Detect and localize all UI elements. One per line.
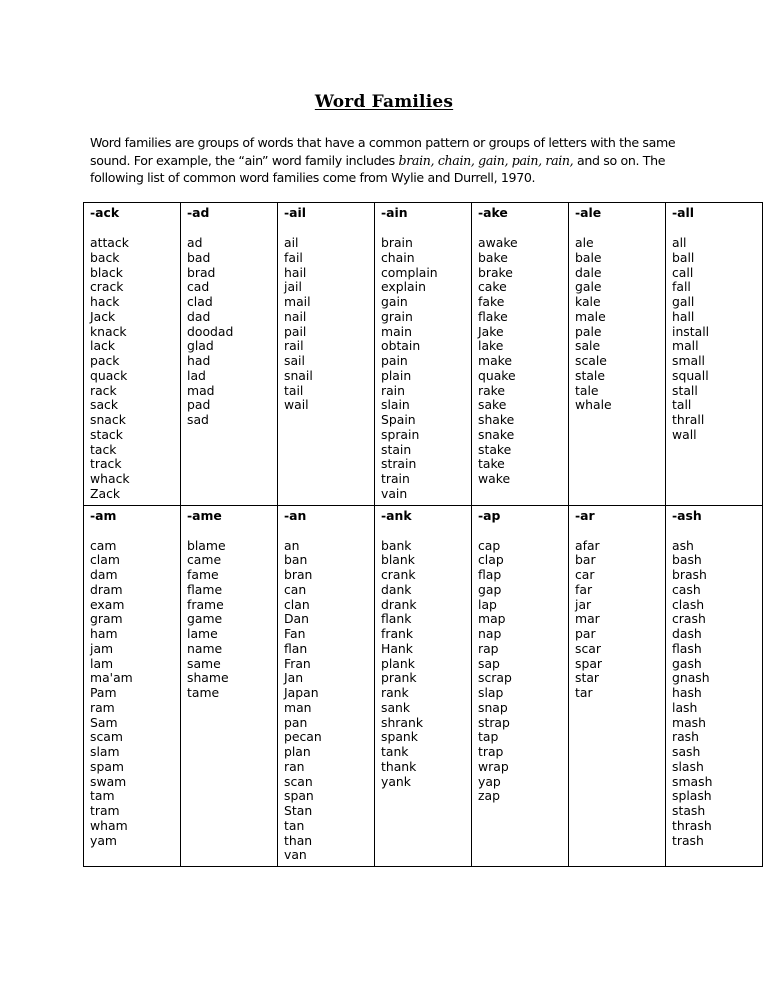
word-list-item: whack xyxy=(90,471,130,486)
word-list-item: tram xyxy=(90,803,120,818)
word-list-item: Fran xyxy=(284,655,311,671)
word-family-header: -ar xyxy=(575,507,595,523)
word-list-item: take xyxy=(478,456,505,472)
word-list-item: crack xyxy=(90,279,124,295)
word-list-item: slam xyxy=(90,744,120,759)
word-list-item: pecan xyxy=(284,729,322,745)
word-list-item: cap xyxy=(478,537,501,553)
word-list-item: male xyxy=(575,308,606,324)
word-list-item: fall xyxy=(672,279,691,295)
word-list-item: tam xyxy=(90,788,115,804)
word-list-item: shake xyxy=(478,412,515,427)
word-list-item: slain xyxy=(381,397,410,413)
word-family-header: -am xyxy=(90,507,117,523)
word-list-item: bash xyxy=(672,552,702,568)
word-list-item: drank xyxy=(381,596,417,612)
word-family-header: -ail xyxy=(284,205,306,220)
word-list-item: grain xyxy=(381,308,413,324)
word-list-item: make xyxy=(478,353,513,368)
word-family-header: -ain xyxy=(381,205,408,220)
word-list-item: awake xyxy=(478,235,518,250)
word-list-item: lame xyxy=(187,626,218,641)
word-list-item: tap xyxy=(478,729,499,745)
word-list xyxy=(478,539,564,805)
intro-text-part2: and so on. The following list of common word families come from Wylie and Durrell, 1970. xyxy=(90,152,666,185)
word-list xyxy=(187,539,273,701)
intro-text-part1: Word families are groups of words that have a common pattern or groups of letters with the same sound. For example, the “ain” word family includes xyxy=(90,135,676,168)
page-title: Word Families xyxy=(314,92,454,112)
word-list-item: Jan xyxy=(284,670,304,686)
word-list-item: scam xyxy=(90,729,123,745)
word-list-item: afar xyxy=(575,537,600,553)
word-list-item: sap xyxy=(478,655,500,671)
word-list-item: pan xyxy=(284,714,308,730)
word-list-item: wake xyxy=(478,471,511,486)
word-list-item: tan xyxy=(284,817,305,833)
word-list-item: van xyxy=(284,847,307,863)
word-family-header: -ap xyxy=(478,507,501,523)
word-families-table-body xyxy=(84,203,763,867)
word-family-header: -ash xyxy=(672,507,702,523)
word-list-item: Zack xyxy=(90,485,121,501)
word-list-item: fame xyxy=(187,567,219,582)
word-list-item: nap xyxy=(478,626,502,641)
word-list-item: pale xyxy=(575,323,602,339)
word-list xyxy=(381,539,467,790)
word-list-item: pail xyxy=(284,323,307,339)
word-list-item: hall xyxy=(672,308,695,324)
word-list-item: chain xyxy=(381,249,415,265)
word-list-item: shrank xyxy=(381,714,424,730)
word-list-item: frame xyxy=(187,596,224,612)
word-list-item: sad xyxy=(187,412,209,427)
word-list-item: zap xyxy=(478,788,500,804)
word-list xyxy=(90,539,176,849)
word-list xyxy=(284,236,370,413)
word-list-item: game xyxy=(187,611,223,627)
word-list-item: wall xyxy=(672,426,697,442)
word-family-cell xyxy=(472,203,569,506)
word-list-item: small xyxy=(672,353,706,368)
word-list-item: gall xyxy=(672,294,695,309)
word-list-item: car xyxy=(575,567,595,582)
word-list-item: rap xyxy=(478,640,499,656)
word-list-item: ash xyxy=(672,537,694,553)
word-list-item: spank xyxy=(381,729,418,745)
word-list-item: rail xyxy=(284,338,304,354)
word-list-item: yap xyxy=(478,773,501,789)
word-list-item: lad xyxy=(187,367,206,383)
word-list-item: smash xyxy=(672,773,713,789)
word-list-item: crash xyxy=(672,611,706,627)
word-list-item: black xyxy=(90,264,123,280)
word-list-item: scrap xyxy=(478,670,512,686)
word-list-item: mad xyxy=(187,382,215,398)
word-list-item: prank xyxy=(381,670,417,686)
word-list-item: plank xyxy=(381,655,415,671)
word-list-item: shame xyxy=(187,670,229,686)
word-list-item: ail xyxy=(284,235,299,250)
word-list-item: gale xyxy=(575,279,602,295)
word-list-item: attack xyxy=(90,235,129,250)
word-family-cell xyxy=(472,505,569,867)
word-list-item: clash xyxy=(672,596,705,612)
word-family-header: -all xyxy=(672,205,694,220)
word-family-cell xyxy=(666,203,763,506)
word-list-item: flake xyxy=(478,308,508,324)
word-family-cell xyxy=(84,505,181,867)
word-list-item: brake xyxy=(478,264,513,280)
word-list-item: cake xyxy=(478,279,507,295)
word-list-item: call xyxy=(672,264,694,280)
word-list-item: spar xyxy=(575,655,603,671)
word-families-table xyxy=(83,202,763,867)
word-list-item: tall xyxy=(672,397,692,413)
word-list-item: exam xyxy=(90,596,125,612)
word-list-item: jail xyxy=(284,279,302,295)
word-list-item: lake xyxy=(478,338,504,354)
word-list-item: than xyxy=(284,832,313,848)
word-list-item: thrall xyxy=(672,412,705,427)
word-list-item: back xyxy=(90,249,120,265)
word-list-item: ram xyxy=(90,699,115,715)
word-list-item: crank xyxy=(381,567,416,582)
word-list-item: vain xyxy=(381,485,408,501)
word-list-item: rash xyxy=(672,729,699,745)
word-list-item: doodad xyxy=(187,323,234,339)
word-list-item: stake xyxy=(478,441,512,457)
word-list-item: cash xyxy=(672,581,701,597)
word-list-item: mail xyxy=(284,294,311,309)
word-list-item: quake xyxy=(478,367,516,383)
word-list-item: gap xyxy=(478,581,502,597)
word-list-item: Jack xyxy=(90,308,116,324)
word-list-item: strap xyxy=(478,714,510,730)
word-list-item: thrash xyxy=(672,817,712,833)
word-list xyxy=(90,236,176,502)
word-list-item: glad xyxy=(187,338,214,354)
word-list-item: gnash xyxy=(672,670,710,686)
word-list-item: track xyxy=(90,456,122,472)
word-list xyxy=(478,236,564,487)
word-list-item: bake xyxy=(478,249,508,265)
word-list-item: had xyxy=(187,353,211,368)
word-list-item: dash xyxy=(672,626,702,641)
word-list xyxy=(575,236,661,413)
word-list-item: sank xyxy=(381,699,411,715)
word-family-cell xyxy=(569,203,666,506)
word-list xyxy=(284,539,370,864)
word-list-item: bank xyxy=(381,537,412,553)
word-list-item: nail xyxy=(284,308,307,324)
word-list-item: Dan xyxy=(284,611,309,627)
word-list-item: cad xyxy=(187,279,210,295)
word-list-item: span xyxy=(284,788,314,804)
word-list-item: bale xyxy=(575,249,602,265)
word-list-item: lash xyxy=(672,699,698,715)
word-list-item: ad xyxy=(187,235,203,250)
intro-paragraph xyxy=(90,134,690,187)
word-list-item: jam xyxy=(90,640,114,656)
word-list-item: Pam xyxy=(90,685,117,700)
word-list-item: cam xyxy=(90,537,117,553)
word-list-item: sail xyxy=(284,353,305,368)
word-list-item: dad xyxy=(187,308,211,324)
table-row xyxy=(84,505,763,867)
word-list-item: tale xyxy=(575,382,599,398)
word-list-item: mash xyxy=(672,714,706,730)
word-list-item: flank xyxy=(381,611,412,627)
word-family-header: -ack xyxy=(90,205,120,220)
word-family-cell xyxy=(181,203,278,506)
word-list-item: tame xyxy=(187,685,220,700)
word-list-item: scan xyxy=(284,773,313,789)
word-list-item: tack xyxy=(90,441,117,457)
word-list-item: stain xyxy=(381,441,412,457)
word-list-item: Japan xyxy=(284,685,319,700)
word-list-item: flash xyxy=(672,640,702,656)
word-list-item: an xyxy=(284,537,300,553)
word-list-item: frank xyxy=(381,626,414,641)
word-list-item: dank xyxy=(381,581,412,597)
word-list-item: rain xyxy=(381,382,405,398)
word-list-item: stall xyxy=(672,382,698,398)
word-list-item: slap xyxy=(478,685,504,700)
word-list-item: hash xyxy=(672,685,702,700)
word-list-item: sale xyxy=(575,338,601,354)
word-list-item: scale xyxy=(575,353,607,368)
word-list-item: blame xyxy=(187,537,226,553)
word-family-cell xyxy=(666,505,763,867)
word-list-item: rank xyxy=(381,685,409,700)
word-list-item: strain xyxy=(381,456,417,472)
word-list-item: jar xyxy=(575,596,592,612)
word-list-item: thank xyxy=(381,758,417,774)
word-family-cell xyxy=(181,505,278,867)
word-list-item: blank xyxy=(381,552,415,568)
word-list-item: ham xyxy=(90,626,118,641)
word-list-item: sprain xyxy=(381,426,420,442)
word-list xyxy=(187,236,273,428)
word-list-item: lack xyxy=(90,338,116,354)
word-list-item: snake xyxy=(478,426,515,442)
word-list-item: rake xyxy=(478,382,506,398)
word-list xyxy=(672,539,758,849)
word-family-header: -ale xyxy=(575,205,602,220)
word-list-item: kale xyxy=(575,294,601,309)
word-list-item: fail xyxy=(284,249,303,265)
word-list-item: trap xyxy=(478,744,504,759)
word-family-cell xyxy=(375,505,472,867)
word-list-item: dram xyxy=(90,581,123,597)
word-list-item: par xyxy=(575,626,596,641)
word-list-item: flame xyxy=(187,581,223,597)
word-list-item: brash xyxy=(672,567,707,582)
word-list-item: dam xyxy=(90,567,118,582)
word-list-item: tar xyxy=(575,685,593,700)
word-family-header: -an xyxy=(284,507,307,523)
word-list-item: wrap xyxy=(478,758,509,774)
word-family-cell xyxy=(569,505,666,867)
word-family-header: -ad xyxy=(187,205,210,220)
word-list-item: flap xyxy=(478,567,502,582)
word-list-item: tank xyxy=(381,744,409,759)
word-list-item: snap xyxy=(478,699,508,715)
word-family-header: -ank xyxy=(381,507,412,523)
word-list-item: Jake xyxy=(478,323,504,339)
word-family-cell xyxy=(278,203,375,506)
word-list-item: pad xyxy=(187,397,211,413)
word-list-item: Fan xyxy=(284,626,306,641)
word-list-item: slash xyxy=(672,758,704,774)
word-list-item: wail xyxy=(284,397,309,413)
word-list-item: dale xyxy=(575,264,602,280)
word-list-item: gash xyxy=(672,655,702,671)
word-list-item: trash xyxy=(672,832,704,848)
word-list-item: sash xyxy=(672,744,701,759)
word-list-item: rack xyxy=(90,382,117,398)
word-list-item: lam xyxy=(90,655,114,671)
word-list-item: man xyxy=(284,699,312,715)
word-list-item: lap xyxy=(478,596,497,612)
word-list-item: Sam xyxy=(90,714,118,730)
word-list-item: yam xyxy=(90,832,117,848)
word-list-item: map xyxy=(478,611,506,627)
table-row xyxy=(84,203,763,506)
word-list-item: brad xyxy=(187,264,216,280)
word-list-item: install xyxy=(672,323,710,339)
word-list xyxy=(672,236,758,443)
word-list-item: far xyxy=(575,581,593,597)
word-family-cell xyxy=(375,203,472,506)
word-list-item: hail xyxy=(284,264,307,280)
intro-examples: brain, chain, gain, pain, rain, xyxy=(398,152,574,168)
word-list-item: plan xyxy=(284,744,311,759)
word-list-item: explain xyxy=(381,279,426,295)
word-list-item: tail xyxy=(284,382,304,398)
word-list-item: yank xyxy=(381,773,411,789)
word-family-cell xyxy=(278,505,375,867)
word-list-item: swam xyxy=(90,773,127,789)
word-list-item: clan xyxy=(284,596,310,612)
word-list-item: gram xyxy=(90,611,123,627)
word-list-item: pack xyxy=(90,353,120,368)
word-list-item: Stan xyxy=(284,803,313,818)
word-list-item: bad xyxy=(187,249,211,265)
word-list-item: scar xyxy=(575,640,601,656)
word-list-item: obtain xyxy=(381,338,421,354)
word-list-item: can xyxy=(284,581,307,597)
word-list xyxy=(575,539,661,701)
word-list-item: Spain xyxy=(381,412,416,427)
word-list-item: mar xyxy=(575,611,600,627)
word-family-header: -ake xyxy=(478,205,508,220)
word-list-item: plain xyxy=(381,367,412,383)
word-list-item: brain xyxy=(381,235,413,250)
word-list-item: ale xyxy=(575,235,594,250)
word-list-item: train xyxy=(381,471,410,486)
word-list-item: bar xyxy=(575,552,596,568)
word-list xyxy=(381,236,467,502)
word-list-item: mall xyxy=(672,338,699,354)
word-list-item: complain xyxy=(381,264,438,280)
word-list-item: same xyxy=(187,655,221,671)
word-family-cell xyxy=(84,203,181,506)
word-list-item: all xyxy=(672,235,687,250)
word-list-item: pain xyxy=(381,353,408,368)
word-list-item: quack xyxy=(90,367,128,383)
word-list-item: ma'am xyxy=(90,670,133,686)
word-list-item: flan xyxy=(284,640,308,656)
word-list-item: fake xyxy=(478,294,505,309)
word-list-item: spam xyxy=(90,758,124,774)
word-list-item: stack xyxy=(90,426,123,442)
word-list-item: stale xyxy=(575,367,605,383)
word-list-item: splash xyxy=(672,788,712,804)
word-list-item: Hank xyxy=(381,640,413,656)
word-list-item: sack xyxy=(90,397,119,413)
word-list-item: star xyxy=(575,670,600,686)
word-list-item: stash xyxy=(672,803,706,818)
word-list-item: squall xyxy=(672,367,709,383)
word-family-header: -ame xyxy=(187,507,222,523)
word-list-item: snack xyxy=(90,412,126,427)
word-list-item: gain xyxy=(381,294,408,309)
word-list-item: clam xyxy=(90,552,120,568)
word-list-item: main xyxy=(381,323,412,339)
word-list-item: name xyxy=(187,640,223,656)
word-list-item: bran xyxy=(284,567,313,582)
word-list-item: ball xyxy=(672,249,695,265)
word-list-item: clad xyxy=(187,294,213,309)
word-list-item: clap xyxy=(478,552,504,568)
word-list-item: whale xyxy=(575,397,612,413)
word-list-item: came xyxy=(187,552,222,568)
word-list-item: ran xyxy=(284,758,305,774)
word-list-item: ban xyxy=(284,552,308,568)
word-list-item: snail xyxy=(284,367,313,383)
word-list-item: wham xyxy=(90,817,128,833)
word-list-item: knack xyxy=(90,323,127,339)
word-list-item: sake xyxy=(478,397,507,413)
word-list-item: hack xyxy=(90,294,120,309)
